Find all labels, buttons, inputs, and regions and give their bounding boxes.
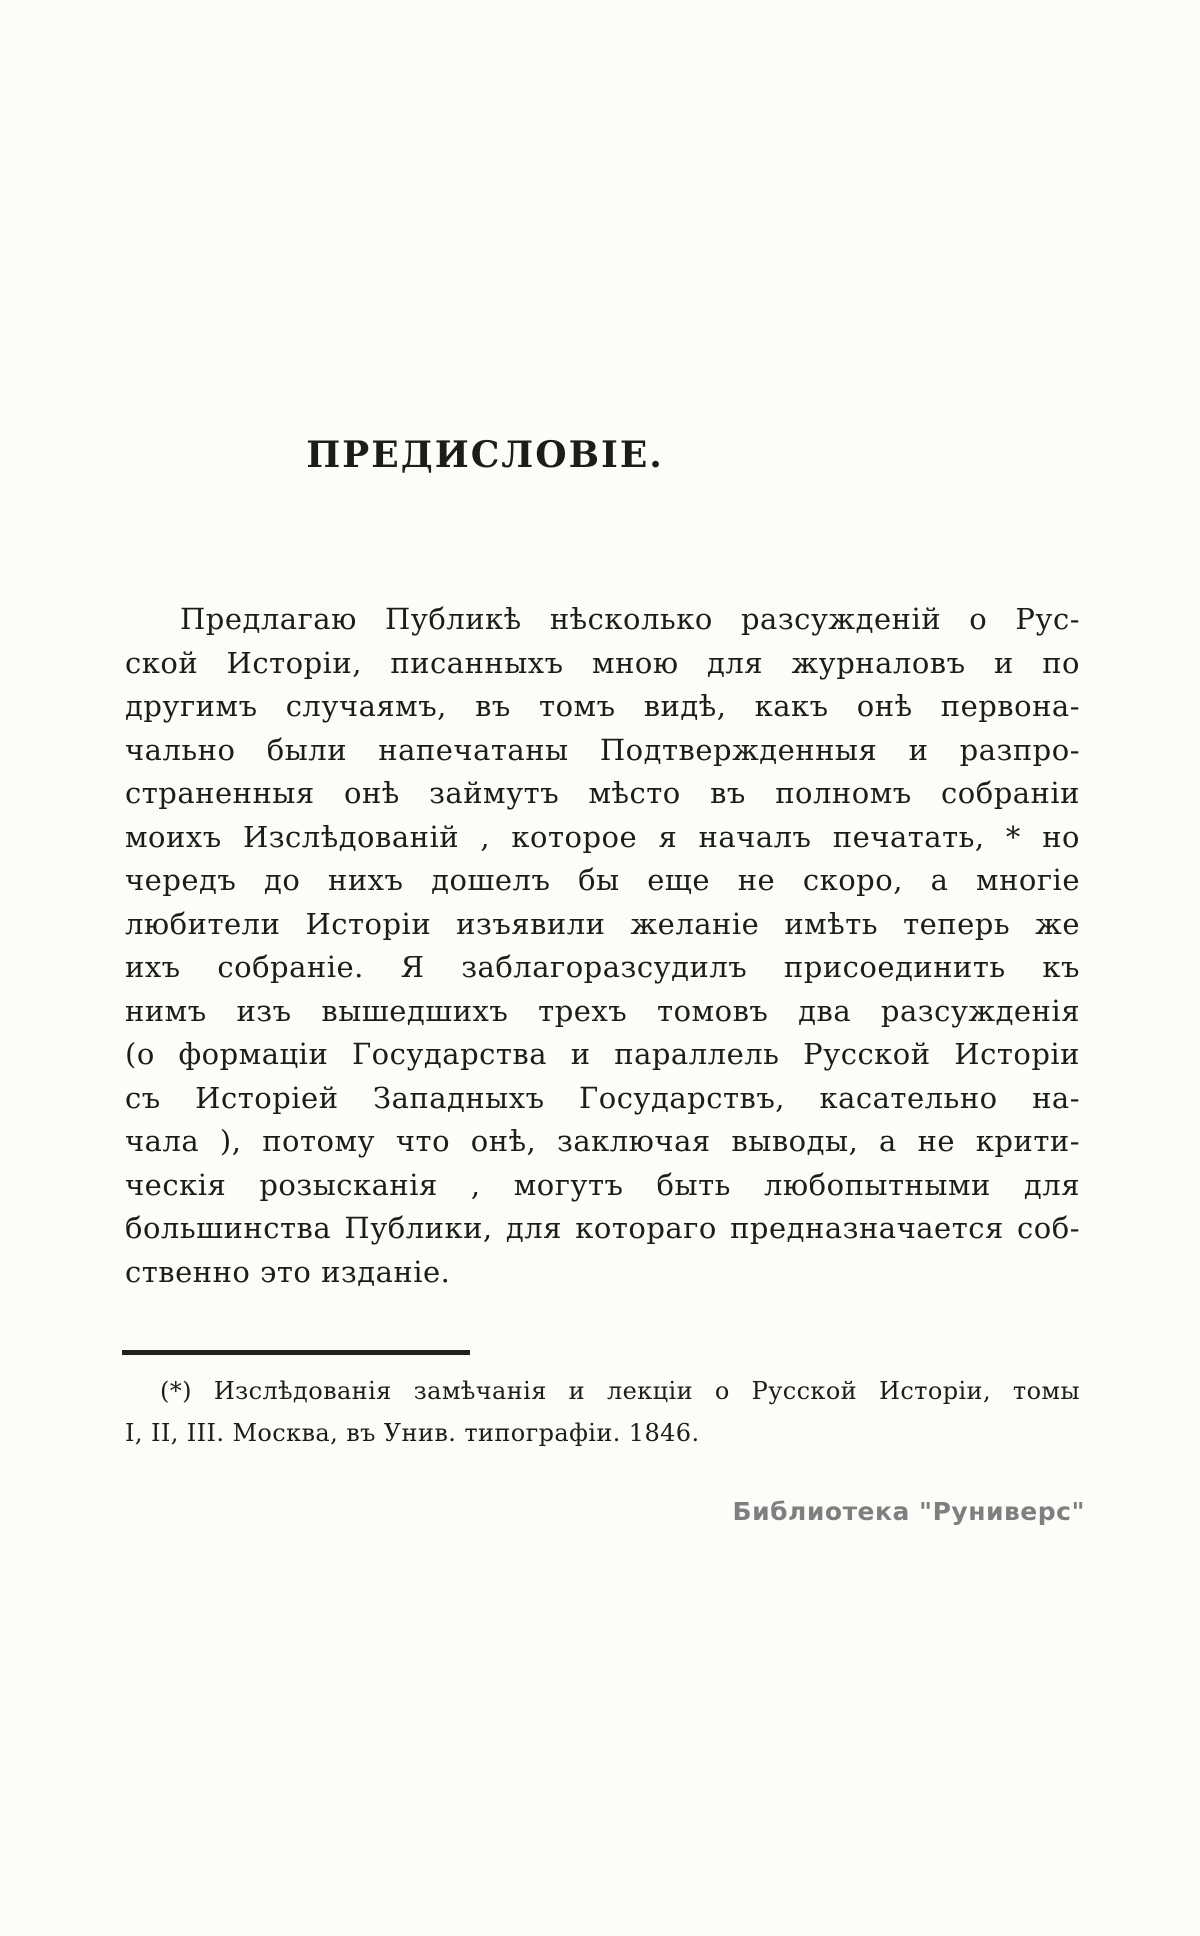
text-line: чередъ до нихъ дошелъ бы еще не скоро, а многіе [125, 863, 1080, 897]
text-line: моихъ Изслѣдованій , которое я началъ печатать, * но [125, 819, 1080, 854]
text-line: съ Исторіей Западныхъ Государствъ, касательно на- [125, 1080, 1080, 1115]
body-paragraph [125, 598, 1080, 1294]
text-line: большинства Публики, для котораго предназначается соб- [125, 1211, 1080, 1245]
text-line: ственно это изданіе. [125, 1254, 451, 1289]
text-line: Предлагаю Публикѣ нѣсколько разсужденій о Рус- [180, 602, 1080, 636]
text-line: чала ), потому что онѣ, заключая выводы, а не крити- [125, 1124, 1080, 1158]
footnote [125, 1370, 1080, 1454]
text-line: ческія розысканія , могутъ быть любопытными для [125, 1167, 1080, 1202]
library-watermark: Библиотека "Руниверс" [732, 1497, 1085, 1526]
text-line: ской Исторіи, писанныхъ мною для журналовъ и по [125, 645, 1080, 680]
text-line: нимъ изъ вышедшихъ трехъ томовъ два разсужденія [125, 993, 1080, 1028]
page-title: ПРЕДИСЛОВІЕ. [306, 434, 664, 476]
text-line: ихъ собраніе. Я заблагоразсудилъ присоединить къ [125, 950, 1080, 984]
text-line: другимъ случаямъ, въ томъ видѣ, какъ онѣ первона- [125, 689, 1080, 723]
text-line: страненныя онѣ займутъ мѣсто въ полномъ собраніи [125, 776, 1080, 810]
footnote-line: (*) Изслѣдованія замѣчанія и лекціи о Русской Исторіи, томы [160, 1377, 1080, 1405]
text-line: любители Исторіи изъявили желаніе имѣть теперь же [125, 906, 1080, 941]
footnote-divider [122, 1350, 470, 1355]
footnote-line: I, II, III. Москва, въ Унив. типографіи. 1846. [125, 1419, 700, 1447]
text-line: (о формаціи Государства и параллель Русской Исторіи [125, 1037, 1080, 1071]
text-line: чально были напечатаны Подтвержденныя и разпро- [125, 732, 1080, 767]
